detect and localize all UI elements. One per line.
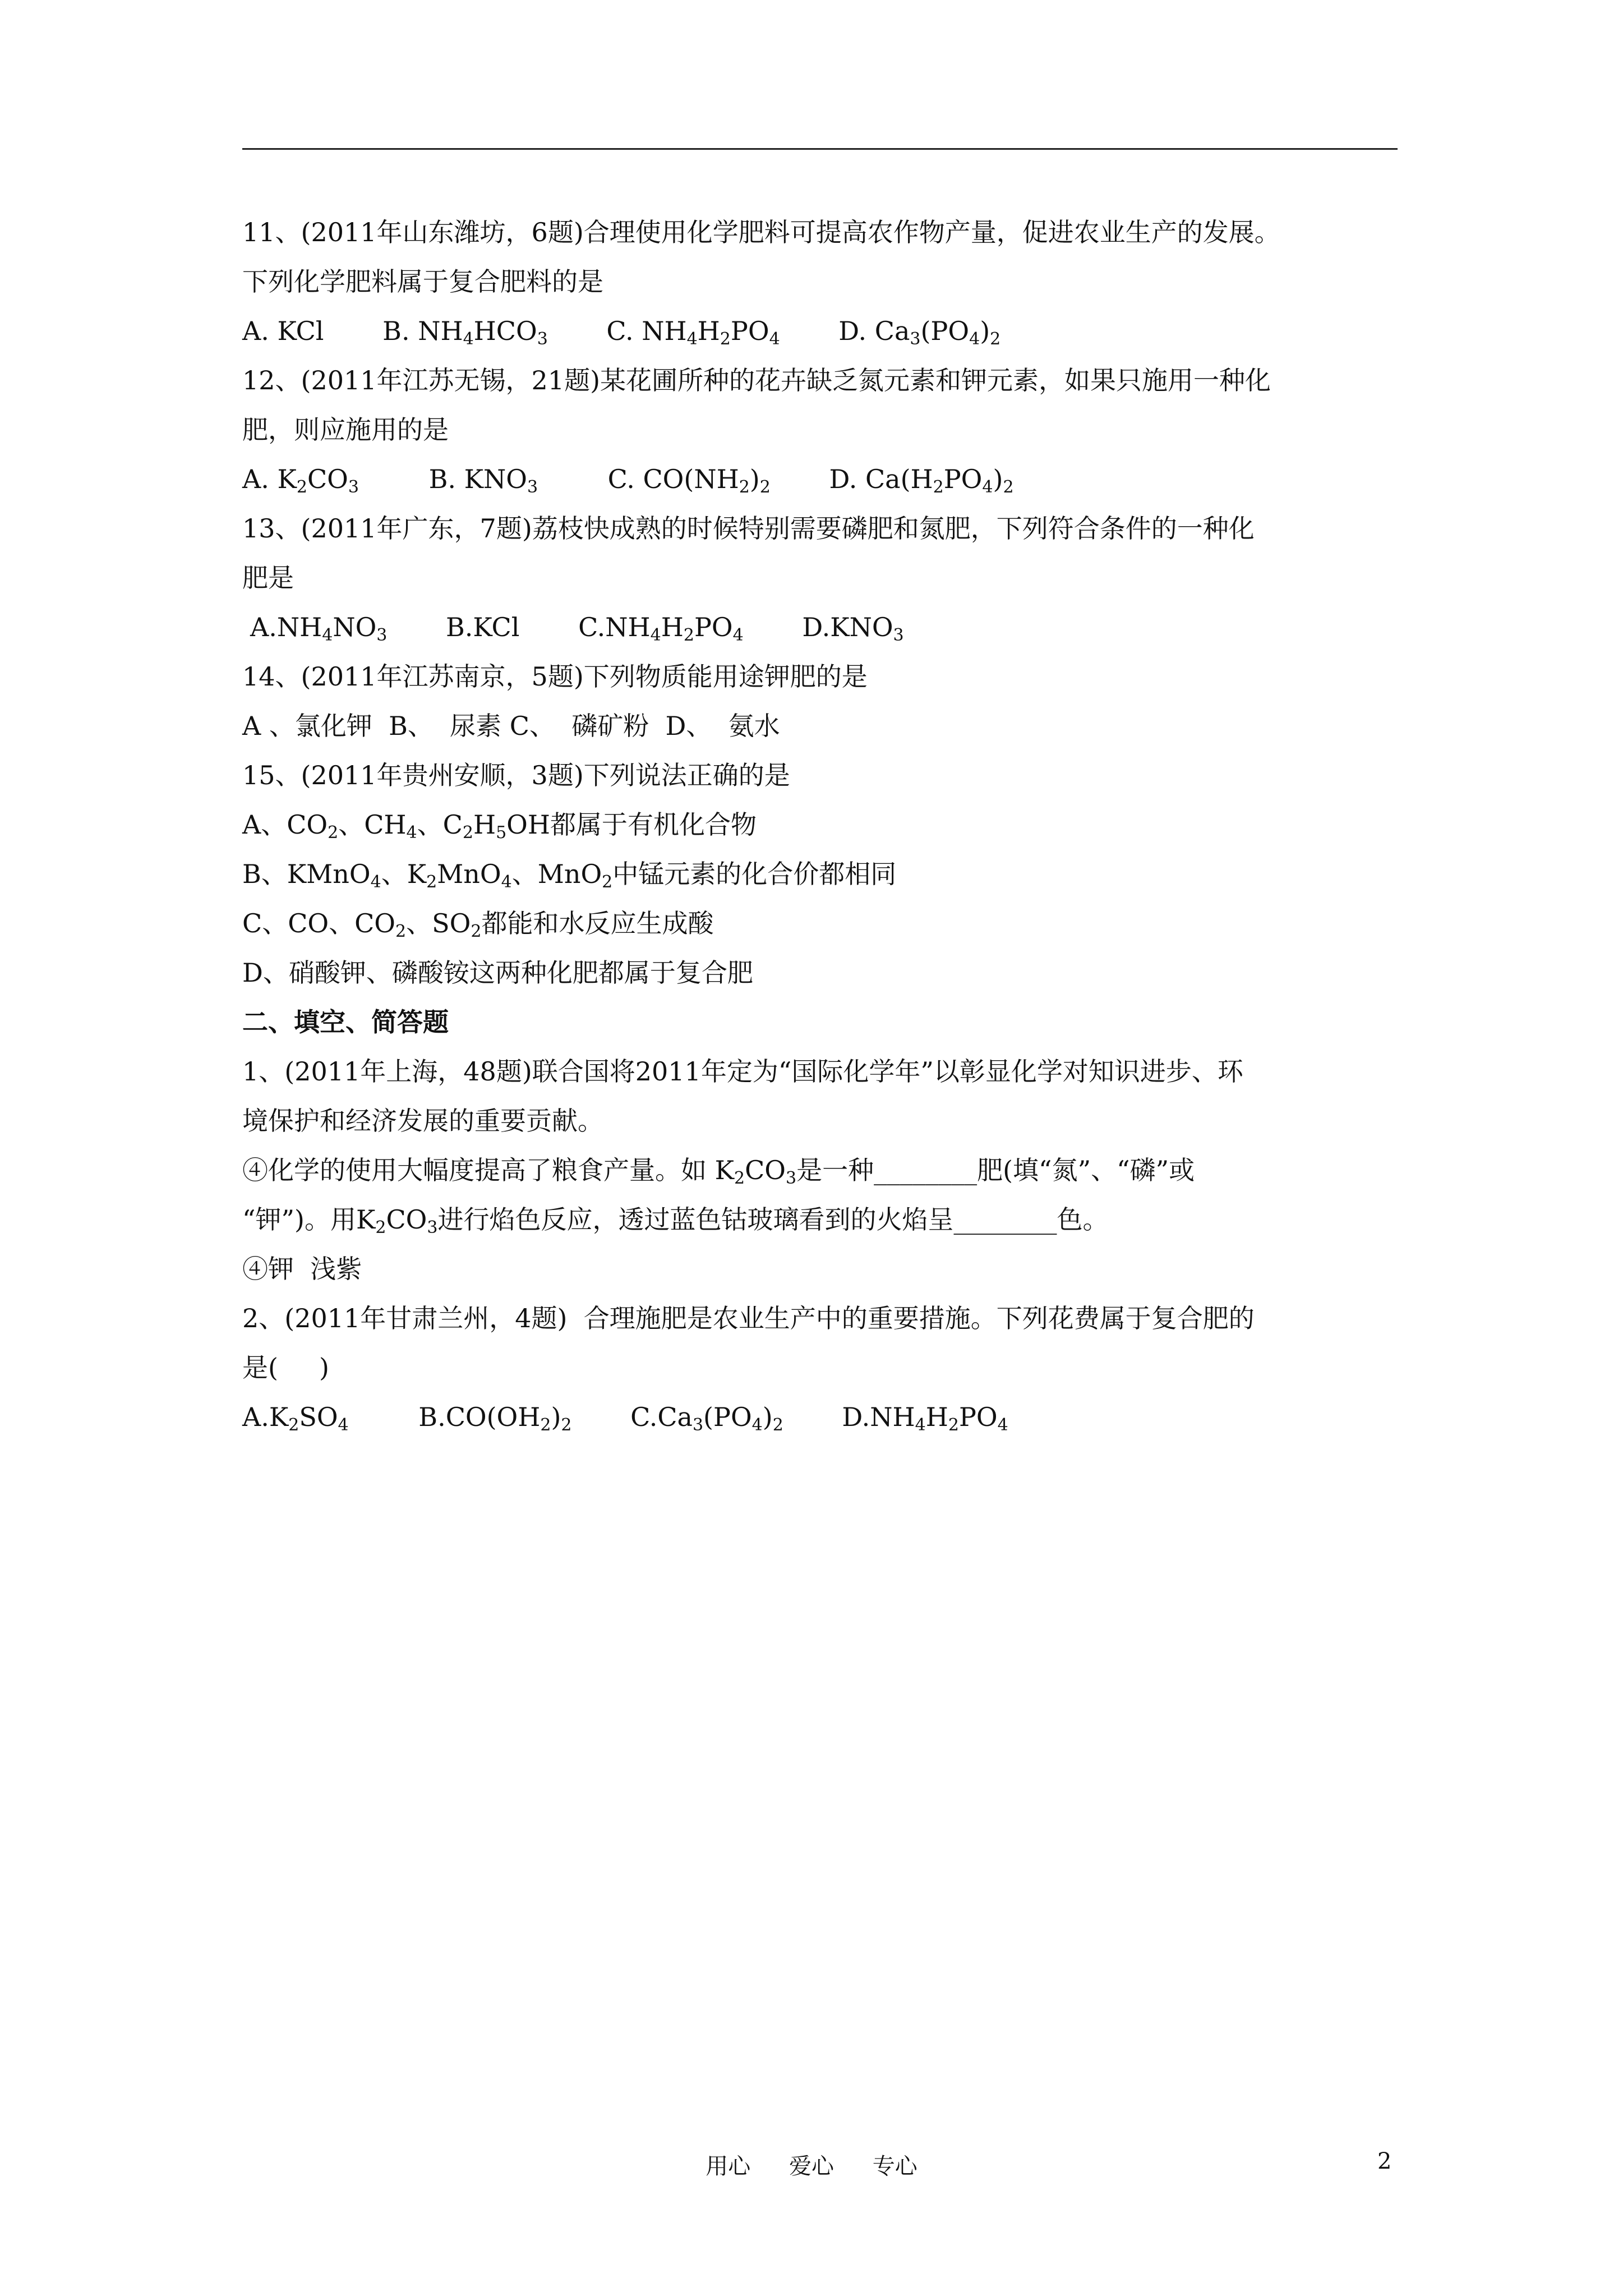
q15-option-a: A、$CO_2$、$CH_4$、$C_2H_5OH$都属于有机化合物	[242, 809, 757, 843]
q14-stem: 14、(2011年江苏南京，5题)下列物质能用途钾肥的是	[242, 661, 868, 692]
q13-stem-line-2: 肥是	[242, 563, 294, 593]
q13-option-c: $C.NH_4H_2PO_4$	[578, 612, 744, 645]
s2-q2-stem-line-1: 2、(2011年甘肃兰州，4题) 合理施肥是农业生产中的重要措施。下列花费属于复合肥的	[242, 1303, 1255, 1333]
s2-q1-answer: ④钾 浅紫	[242, 1254, 362, 1284]
q14-options: A 、氯化钾 B、 尿素 C、 磷矿粉 D、 氨水	[242, 711, 780, 741]
document-body	[242, 208, 1398, 1442]
q13-option-b: B.KCl	[446, 612, 520, 642]
s2-q2-option-c: $C.Ca_3(PO_4)_2$	[630, 1402, 783, 1435]
s2-q2-option-a: $A.K_2SO_4$	[242, 1402, 349, 1435]
q12-option-c: C. $CO(NH_2)_2$	[607, 464, 771, 497]
q12-option-d: D. $Ca(H_2PO_4)_2$	[829, 464, 1014, 497]
s2-q1-stem-line-1: 1、(2011年上海，48题)联合国将2011年定为“国际化学年”以彰显化学对知识进步、环	[242, 1056, 1243, 1087]
q11-option-a: A. KCl	[242, 316, 324, 346]
s2-q2-stem-line-2: 是( )	[242, 1352, 330, 1383]
q12-options	[242, 454, 1398, 504]
footer-item: 爱心	[789, 2154, 834, 2179]
s2-q2-options	[242, 1392, 1398, 1442]
s2-q2-option-d: $D.NH_4H_2PO_4$	[842, 1402, 1008, 1435]
q11-stem-line-2: 下列化学肥料属于复合肥料的是	[242, 266, 603, 297]
q13-stem-line-1: 13、(2011年广东，7题)荔枝快成熟的时候特别需要磷肥和氮肥，下列符合条件的一种化	[242, 513, 1255, 544]
q11-options	[242, 306, 1398, 356]
s2-q1-line-4: “钾”)。用$K_2CO_3$进行焰色反应，透过蓝色钴玻璃看到的火焰呈________色。	[242, 1204, 1109, 1237]
header-rule	[242, 148, 1398, 150]
q13-option-a: $A.NH_4NO_3$	[250, 612, 388, 645]
q13-options	[242, 602, 1398, 652]
footer-item: 专心	[872, 2154, 917, 2179]
q11-option-d: D. $Ca_3(PO_4)_2$	[838, 316, 1001, 349]
q12-option-b: B. $KNO_3$	[428, 464, 538, 497]
q15-stem: 15、(2011年贵州安顺，3题)下列说法正确的是	[242, 760, 790, 790]
q11-option-c: C. $NH_4H_2PO_4$	[606, 316, 780, 349]
q12-stem-line-2: 肥，则应施用的是	[242, 415, 449, 445]
q11-stem-line-1: 11、(2011年山东潍坊，6题)合理使用化学肥料可提高农作物产量，促进农业生产的发展。	[242, 217, 1280, 247]
s2-q2-option-b: $B.CO(OH_2)_2$	[418, 1402, 572, 1435]
q11-option-b: B. $NH_4HCO_3$	[382, 316, 548, 349]
section-heading: 二、填空、简答题	[242, 1007, 449, 1037]
footer-item: 用心	[706, 2154, 751, 2179]
page-number: 2	[1377, 2148, 1392, 2174]
q12-stem-line-1: 12、(2011年江苏无锡，21题)某花圃所种的花卉缺乏氮元素和钾元素，如果只施用一种化	[242, 365, 1271, 395]
q13-option-d: $D.KNO_3$	[802, 612, 904, 645]
q15-option-b: B、KMnO$_4$、$K_2MnO_4$、MnO$_2$中锰元素的化合价都相同	[242, 859, 897, 892]
q15-option-c: C、CO、$CO_2$、$SO_2$都能和水反应生成酸	[242, 908, 714, 941]
q15-option-d: D、硝酸钾、磷酸铵这两种化肥都属于复合肥	[242, 958, 753, 988]
s2-q1-line-3: ④化学的使用大幅度提高了粮食产量。如 $K_2CO_3$是一种________肥(填“氮”、“磷”或	[242, 1155, 1195, 1188]
q12-option-a: A. $K_2CO_3$	[242, 464, 359, 497]
s2-q1-stem-line-2: 境保护和经济发展的重要贡献。	[242, 1106, 603, 1136]
